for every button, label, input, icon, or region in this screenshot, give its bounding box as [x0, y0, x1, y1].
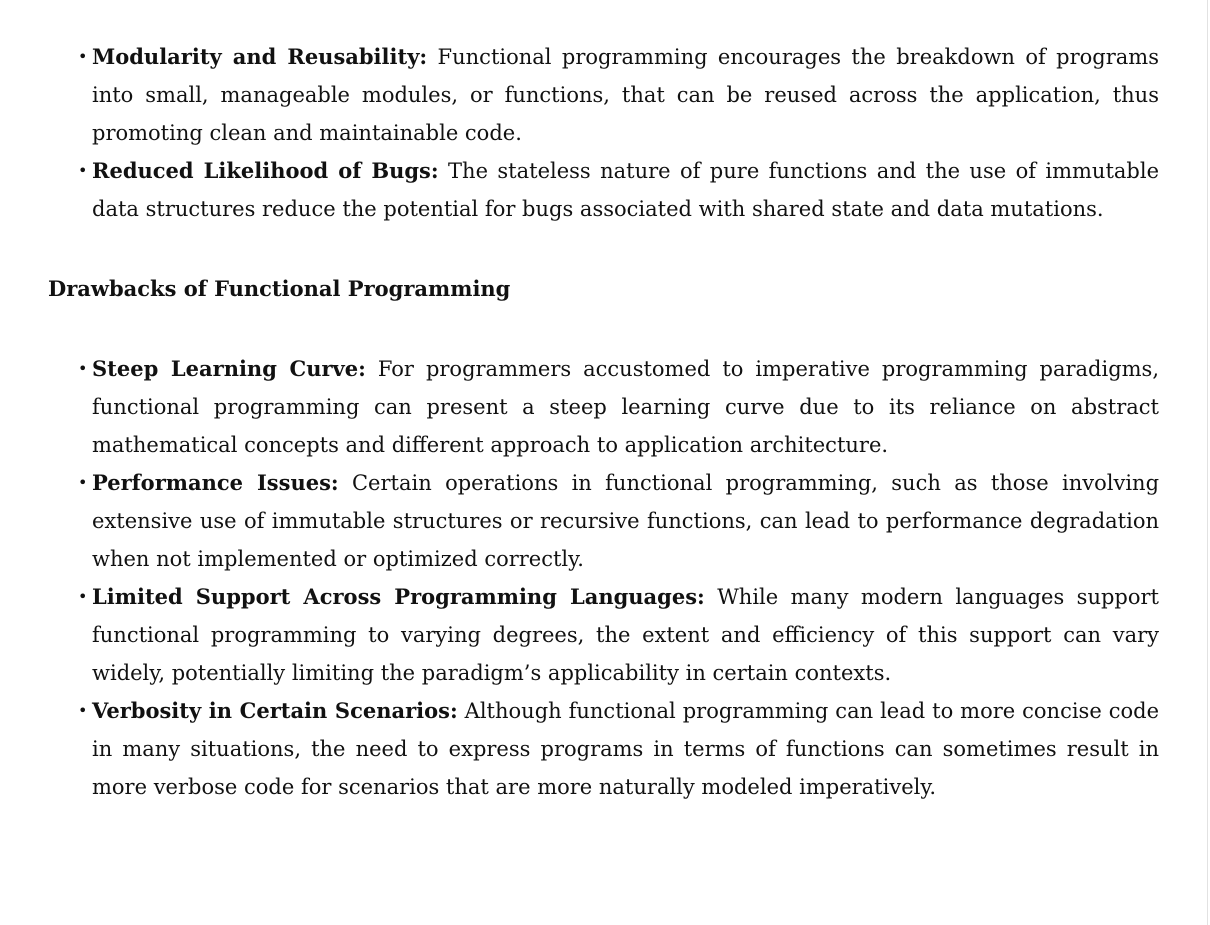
list-item-term: Modularity and Reusability:: [92, 44, 428, 69]
list-item-performance: [92, 464, 1159, 578]
list-item-learning-curve: [92, 350, 1159, 464]
list-item-reduced-bugs: [92, 152, 1159, 228]
list-item-modularity: [92, 38, 1159, 152]
list-item-text: Certain operations in functional programming, such as those involving extensive use of immutable structures or recursive functions, can lead to performance degradation when not implemented or optimized correctly.: [92, 471, 1160, 571]
list-item-text: Functional programming encourages the breakdown of programs into small, manageable modules, or functions, that can be reused across the application, thus promoting clean and maintainable code.: [92, 45, 1159, 145]
list-item-term: Steep Learning Curve:: [92, 356, 366, 381]
list-item-term: Performance Issues:: [92, 470, 339, 495]
list-item-text: Although functional programming can lead to more concise code in many situations, the need to express programs in terms of functions can sometimes result in more verbose code for scenarios that are more naturally modeled imperatively.: [92, 699, 1159, 799]
list-item-text: The stateless nature of pure functions and the use of immutable data structures reduce the potential for bugs associated with shared state and data mutations.: [92, 159, 1160, 221]
list-item-term: Verbosity in Certain Scenarios:: [92, 698, 458, 723]
list-item-text: While many modern languages support functional programming to varying degrees, the extent and efficiency of this support can vary widely, potentially limiting the paradigm’s applicability in certain contexts.: [92, 585, 1159, 685]
drawbacks-list: [92, 350, 1159, 806]
list-item-verbosity: [92, 692, 1159, 806]
benefits-list: [92, 38, 1159, 228]
list-item-text: For programmers accustomed to imperative programming paradigms, functional programming can present a steep learning curve due to its reliance on abstract mathematical concepts and different approach to application architecture.: [92, 357, 1159, 457]
section-heading-drawbacks: Drawbacks of Functional Programming: [48, 276, 511, 301]
list-item-term: Limited Support Across Programming Languages:: [92, 584, 705, 609]
list-item-term: Reduced Likelihood of Bugs:: [92, 158, 439, 183]
list-item-language-support: [92, 578, 1159, 692]
